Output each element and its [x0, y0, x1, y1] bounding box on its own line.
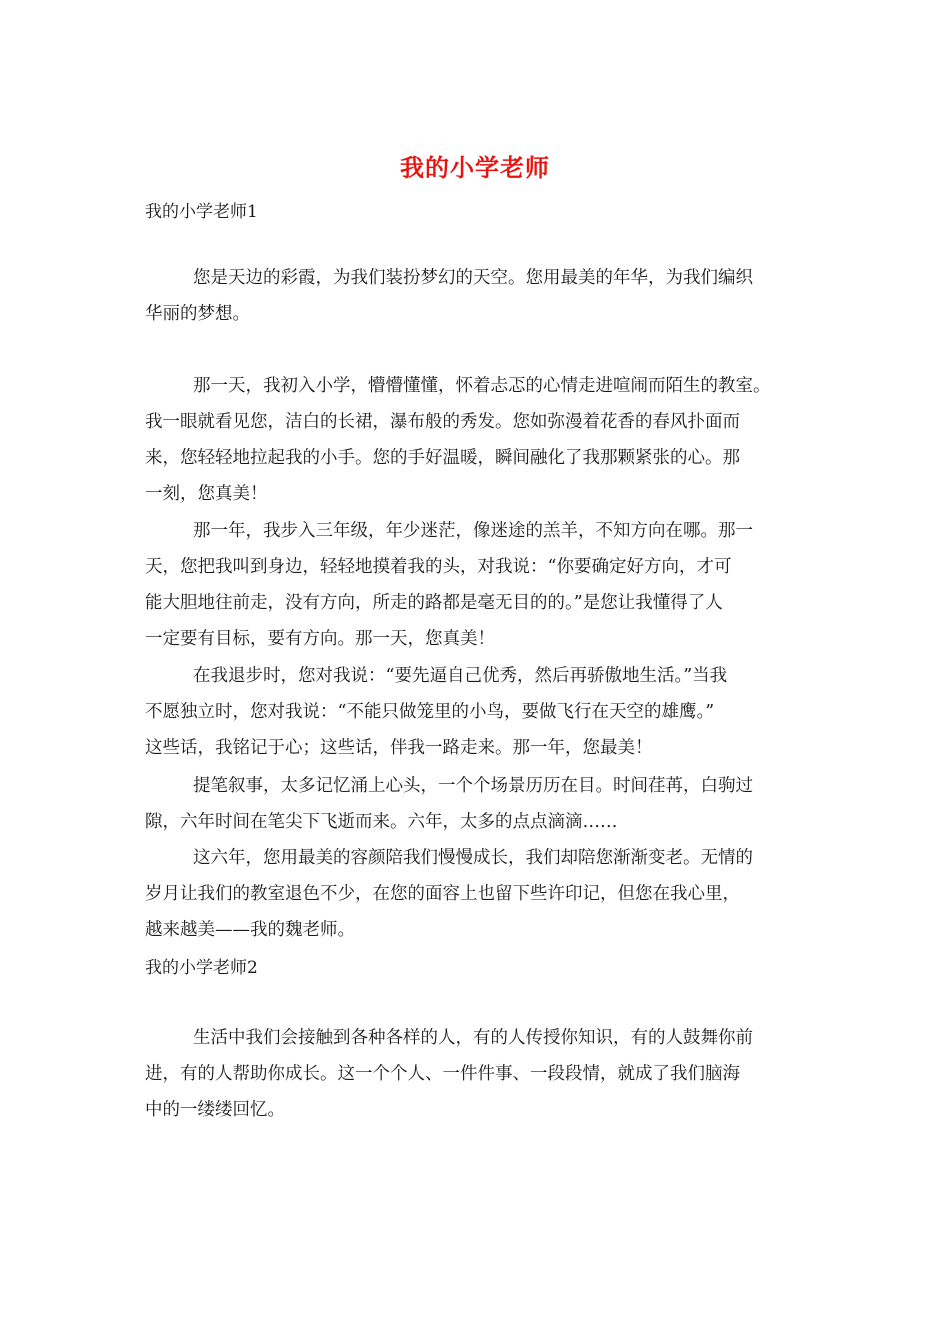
paragraph-line: 不愿独立时，您对我说：“不能只做笼里的小鸟，要做飞行在天空的雄鹰。”	[145, 702, 715, 722]
document-title: 我的小学老师	[400, 153, 550, 182]
paragraph	[145, 260, 815, 332]
paragraph-line: 在我退步时，您对我说：“要先逼自己优秀，然后再骄傲地生活。”当我	[193, 666, 728, 686]
paragraph-line: 能大胆地往前走，没有方向，所走的路都是毫无目的的。”是您让我懂得了人	[145, 593, 723, 613]
paragraph-line: 这些话，我铭记于心；这些话，伴我一路走来。那一年，您最美！	[145, 738, 653, 758]
paragraph	[145, 658, 815, 766]
paragraph-line: 一刻，您真美！	[145, 484, 268, 504]
paragraph-line: 您是天边的彩霞，为我们装扮梦幻的天空。您用最美的年华，为我们编织	[193, 268, 753, 288]
paragraph-line: 我一眼就看见您，洁白的长裙，瀑布般的秀发。您如弥漫着花香的春风扑面而	[145, 412, 740, 432]
paragraph	[145, 368, 815, 512]
paragraph	[145, 513, 815, 657]
paragraph-line: 中的一缕缕回忆。	[145, 1100, 285, 1120]
section-heading: 我的小学老师2	[145, 958, 258, 978]
section-heading: 我的小学老师1	[145, 202, 258, 222]
paragraph-line: 越来越美——我的魏老师。	[145, 920, 355, 940]
paragraph-line: 那一天，我初入小学，懵懵懂懂，怀着忐忑的心情走进喧闹而陌生的教室。	[193, 376, 771, 396]
paragraph-line: 天，您把我叫到身边，轻轻地摸着我的头，对我说：“你要确定好方向，才可	[145, 557, 732, 577]
paragraph-line: 来，您轻轻地拉起我的小手。您的手好温暖，瞬间融化了我那颗紧张的心。那	[145, 448, 740, 468]
paragraph-line: 生活中我们会接触到各种各样的人，有的人传授你知识，有的人鼓舞你前	[193, 1028, 753, 1048]
paragraph-line: 岁月让我们的教室退色不少，在您的面容上也留下些许印记，但您在我心里，	[145, 884, 740, 904]
paragraph-line: 隙，六年时间在笔尖下飞逝而来。六年，太多的点点滴滴……	[145, 812, 618, 832]
paragraph-line: 这六年，您用最美的容颜陪我们慢慢成长，我们却陪您渐渐变老。无情的	[193, 848, 753, 868]
paragraph-line: 一定要有目标，要有方向。那一天，您真美！	[145, 629, 495, 649]
paragraph-line: 提笔叙事，太多记忆涌上心头，一个个场景历历在目。时间荏苒，白驹过	[193, 776, 753, 796]
paragraph-line: 那一年，我步入三年级，年少迷茫，像迷途的羔羊，不知方向在哪。那一	[193, 521, 753, 541]
paragraph-line: 进，有的人帮助你成长。这一个个人、一件件事、一段段情，就成了我们脑海	[145, 1064, 740, 1084]
paragraph-line: 华丽的梦想。	[145, 304, 250, 324]
paragraph	[145, 768, 815, 840]
paragraph	[145, 1020, 815, 1128]
paragraph	[145, 840, 815, 948]
